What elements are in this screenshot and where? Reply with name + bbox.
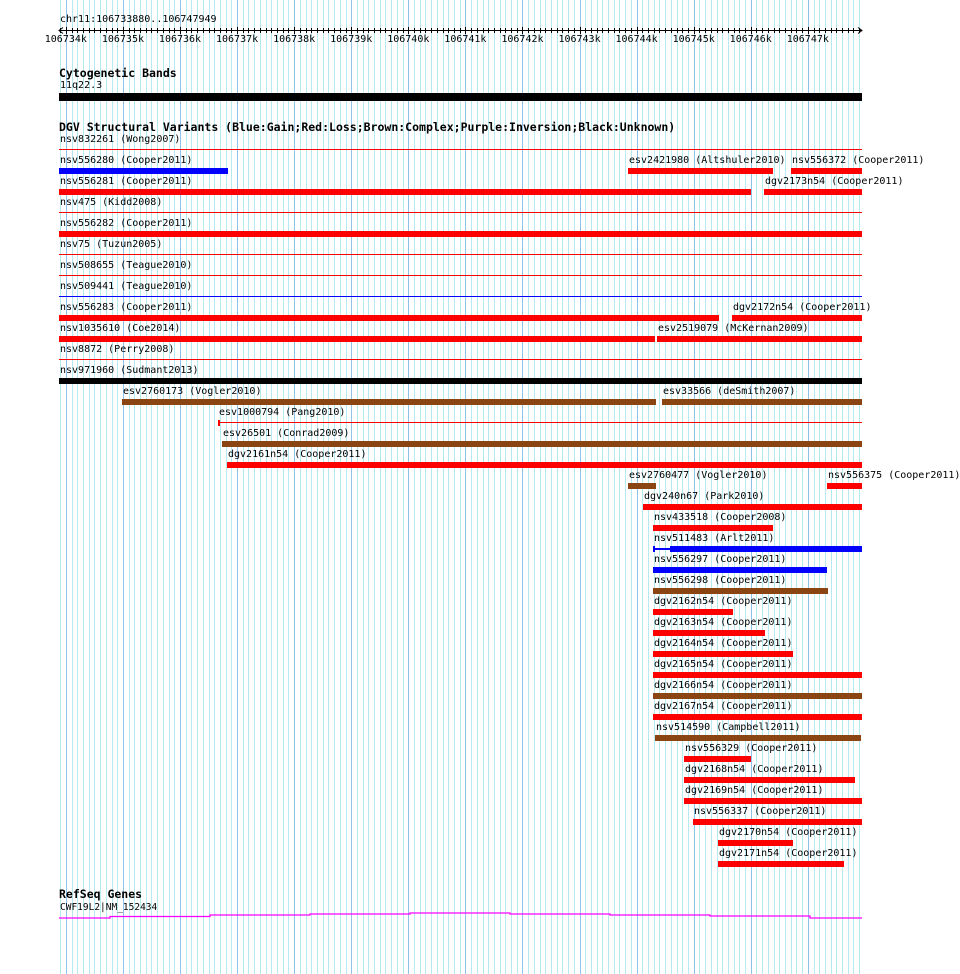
variant-label: esv26501 (Conrad2009) — [223, 428, 350, 439]
variant-label: nsv971960 (Sudmant2013) — [60, 365, 199, 376]
variant-label: esv33566 (deSmith2007) — [663, 386, 796, 397]
variant-bar-loss[interactable] — [684, 756, 751, 762]
variant-bar-loss[interactable] — [653, 630, 765, 636]
variant-label: dgv2166n54 (Cooper2011) — [654, 680, 793, 691]
ruler-tick-label: 106741k — [444, 34, 487, 45]
variant-bar-loss[interactable] — [628, 168, 773, 174]
variant-bar-loss[interactable] — [657, 336, 862, 342]
variant-label: nsv511483 (Arlt2011) — [654, 533, 775, 544]
variant-label: dgv2162n54 (Cooper2011) — [654, 596, 793, 607]
variant-label: nsv556372 (Cooper2011) — [792, 155, 925, 166]
variant-line-loss[interactable] — [59, 254, 862, 255]
variant-label: esv2760477 (Vogler2010) — [629, 470, 768, 481]
variant-label: dgv2165n54 (Cooper2011) — [654, 659, 793, 670]
variant-line-loss[interactable] — [59, 212, 862, 213]
variant-label: dgv2173n54 (Cooper2011) — [765, 176, 904, 187]
variant-label: dgv2163n54 (Cooper2011) — [654, 617, 793, 628]
variant-bar-loss[interactable] — [764, 189, 862, 195]
ruler-tick-label: 106740k — [387, 34, 430, 45]
variant-label: dgv2172n54 (Cooper2011) — [733, 302, 872, 313]
variant-label: nsv556375 (Cooper2011) — [828, 470, 960, 481]
variant-label: nsv556280 (Cooper2011) — [60, 155, 193, 166]
variant-label: dgv2170n54 (Cooper2011) — [719, 827, 858, 838]
variant-line-loss[interactable] — [59, 149, 862, 150]
variant-label: nsv556282 (Cooper2011) — [60, 218, 193, 229]
variant-label: nsv509441 (Teague2010) — [60, 281, 193, 292]
variant-label: dgv240n67 (Park2010) — [644, 491, 765, 502]
location-label: chr11:106733880..106747949 — [60, 14, 217, 25]
variant-line-loss[interactable] — [59, 275, 862, 276]
variant-bar-loss[interactable] — [718, 861, 844, 867]
variant-bar-loss[interactable] — [653, 525, 773, 531]
variant-label: dgv2167n54 (Cooper2011) — [654, 701, 793, 712]
ruler-tick-label: 106746k — [729, 34, 772, 45]
variant-end-tick[interactable] — [218, 420, 220, 426]
variant-bar-loss[interactable] — [653, 672, 862, 678]
cytoband-bar[interactable] — [59, 93, 862, 101]
variant-bar-loss[interactable] — [643, 504, 862, 510]
variant-bar-gain[interactable] — [653, 567, 827, 573]
variant-bar-loss[interactable] — [684, 798, 862, 804]
variant-label: nsv1035610 (Coe2014) — [60, 323, 181, 334]
variant-label: nsv832261 (Wong2007) — [60, 134, 181, 145]
variant-bar-loss[interactable] — [227, 462, 862, 468]
variant-bar-loss[interactable] — [653, 651, 793, 657]
variant-bar-complex[interactable] — [653, 588, 828, 594]
variant-label: dgv2164n54 (Cooper2011) — [654, 638, 793, 649]
variant-bar-complex[interactable] — [222, 441, 862, 447]
variant-bar-loss[interactable] — [59, 189, 751, 195]
ruler-tick-label: 106737k — [215, 34, 259, 45]
variant-line-loss[interactable] — [59, 359, 862, 360]
variant-bar-unknown[interactable] — [59, 378, 862, 384]
variant-bar-loss[interactable] — [827, 483, 862, 489]
variant-bar-loss[interactable] — [653, 714, 862, 720]
variant-bar-gain[interactable] — [670, 546, 862, 552]
ruler-tick-label: 106735k — [101, 34, 144, 45]
variant-bar-complex[interactable] — [628, 483, 656, 489]
variant-label: dgv2169n54 (Cooper2011) — [685, 785, 824, 796]
refseq-track-title: RefSeq Genes — [59, 887, 143, 901]
variant-label: nsv475 (Kidd2008) — [60, 197, 163, 208]
variant-label: nsv508655 (Teague2010) — [60, 260, 193, 271]
variant-label: nsv556337 (Cooper2011) — [694, 806, 827, 817]
variant-label: nsv556283 (Cooper2011) — [60, 302, 193, 313]
variant-bar-loss[interactable] — [653, 609, 733, 615]
cytoband-track-title: Cytogenetic Bands — [59, 66, 177, 80]
ruler-tick-label: 106734k — [44, 34, 87, 45]
variant-label: nsv514590 (Campbell2011) — [656, 722, 801, 733]
variant-label: esv1000794 (Pang2010) — [219, 407, 346, 418]
variant-label: dgv2168n54 (Cooper2011) — [685, 764, 824, 775]
variant-bar-complex[interactable] — [655, 735, 861, 741]
variant-label: esv2421980 (Altshuler2010) — [629, 155, 786, 166]
variant-label: nsv75 (Tuzun2005) — [60, 239, 163, 250]
variant-label: nsv556281 (Cooper2011) — [60, 176, 193, 187]
ruler-tick-label: 106745k — [672, 34, 715, 45]
ruler-tick-label: 106743k — [558, 34, 601, 45]
gene-label: CWF19L2|NM_152434 — [60, 902, 158, 913]
gene-model[interactable] — [0, 905, 890, 925]
variant-bar-loss[interactable] — [732, 315, 862, 321]
variant-bar-loss[interactable] — [693, 819, 862, 825]
variant-line-gain[interactable] — [653, 548, 670, 550]
variant-bar-complex[interactable] — [653, 693, 862, 699]
variant-label: esv2760173 (Vogler2010) — [123, 386, 262, 397]
variant-label: nsv556297 (Cooper2011) — [654, 554, 787, 565]
variant-line-loss[interactable] — [218, 422, 862, 423]
ruler-tick-label: 106744k — [615, 34, 658, 45]
variant-bar-loss[interactable] — [59, 315, 719, 321]
ruler-tick-label: 106747k — [786, 34, 829, 45]
cytoband-label: 11q22.3 — [60, 80, 103, 91]
variant-line-gain[interactable] — [59, 296, 862, 297]
variant-label: dgv2171n54 (Cooper2011) — [719, 848, 858, 859]
variant-label: esv2519079 (McKernan2009) — [658, 323, 809, 334]
ruler-tick-label: 106742k — [501, 34, 544, 45]
variant-bar-loss[interactable] — [684, 777, 855, 783]
variant-label: dgv2161n54 (Cooper2011) — [228, 449, 367, 460]
variant-end-tick[interactable] — [653, 546, 655, 552]
dgv-track-title: DGV Structural Variants (Blue:Gain;Red:Loss;Brown:Complex;Purple:Inversion;Black:Unknown) — [59, 120, 676, 134]
variant-label: nsv8872 (Perry2008) — [60, 344, 175, 355]
variant-label: nsv556329 (Cooper2011) — [685, 743, 818, 754]
variant-bar-loss[interactable] — [791, 168, 862, 174]
variant-bar-loss[interactable] — [59, 336, 655, 342]
variant-label: nsv433518 (Cooper2008) — [654, 512, 787, 523]
ruler-tick-label: 106739k — [330, 34, 373, 45]
variant-label: nsv556298 (Cooper2011) — [654, 575, 787, 586]
variant-bar-loss[interactable] — [718, 840, 793, 846]
variant-bar-gain[interactable] — [59, 168, 228, 174]
variant-bar-complex[interactable] — [122, 399, 656, 405]
variant-bar-complex[interactable] — [662, 399, 862, 405]
variant-bar-loss[interactable] — [59, 231, 862, 237]
ruler-tick-label: 106738k — [273, 34, 316, 45]
ruler-tick-label: 106736k — [158, 34, 202, 45]
